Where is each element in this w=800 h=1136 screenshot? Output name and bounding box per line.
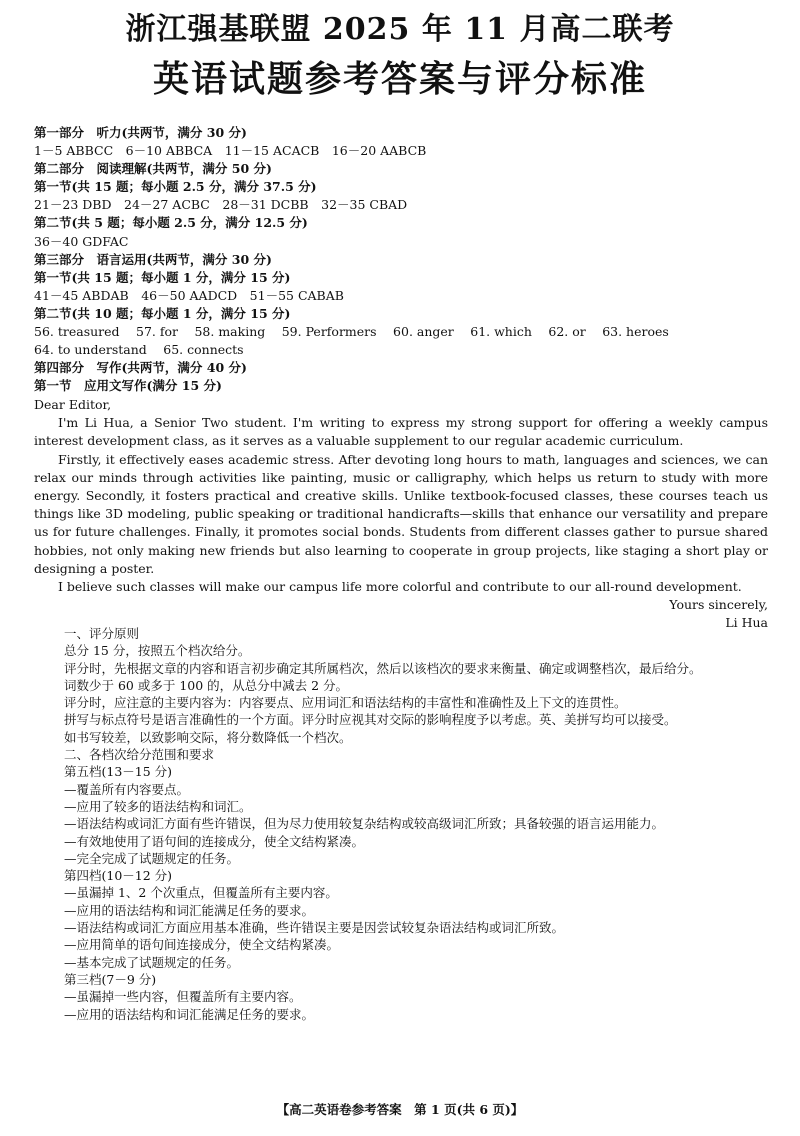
rule-line: —应用简单的语句间连接成分，使全文结构紧凑。 (64, 937, 340, 953)
section-heading: 第一部分 听力(共两节，满分 30 分) (34, 125, 247, 140)
essay-paragraph: Yours sincerely, (669, 597, 768, 613)
essay-paragraph: I believe such classes will make our campus life more colorful and contribute to our all-round development. (58, 579, 742, 595)
document-title: 英语试题参考答案与评分标准 (152, 58, 647, 100)
rule-line: —有效地使用了语句间的连接成分，使全文结构紧凑。 (64, 833, 365, 849)
section-heading: 第二部分 阅读理解(共两节，满分 50 分) (34, 161, 272, 177)
essay-paragraph: Firstly, it effectively eases academic stress. After devoting long hours to math, languages and sciences, we can relax our minds through activities like painting, music or calligraphy, which helps us return to study with more energy. Secondly, it fosters practical and creative skills. Unlike textbook-focused classes, these courses teach us things like 3D modeling, public speaking or traditional handicrafts—skills that enhance our versatility and prepare us for future challenges. Finally, it promotes social bonds. Students from different classes gather to pursue shared hobbies, not only making new friends but also learning to cooperate in group projects, like staging a short play or designing a poster. (34, 451, 768, 576)
section-heading: 第一节 应用文写作(满分 15 分) (34, 378, 222, 394)
answer-line: 21－23 DBD 24－27 ACBC 28－31 DCBB 32－35 CBAD (34, 197, 408, 213)
rule-line: —虽漏掉一些内容，但覆盖所有主要内容。 (64, 989, 302, 1005)
rule-line: —应用的语法结构和词汇能满足任务的要求。 (64, 902, 315, 918)
page-footer: 【高二英语卷参考答案 第 1 页(共 6 页)】 (276, 1102, 524, 1117)
exam-title: 浙江强基联盟 2025 年 11 月高二联考 (125, 12, 675, 47)
section-heading: 第二节(共 5 题；每小题 2.5 分，满分 12.5 分) (34, 215, 308, 231)
rule-line: 第四档(10－12 分) (64, 868, 173, 884)
rule-line: 总分 15 分，按照五个档次给分。 (64, 643, 251, 659)
rule-line: —语法结构或词汇方面应用基本准确，些许错误主要是因尝试较复杂语法结构或词汇所致。 (64, 920, 565, 936)
rule-line: 第五档(13－15 分) (64, 764, 173, 780)
answer-line: 41－45 ABDAB 46－50 AADCD 51－55 CABAB (34, 287, 344, 303)
rule-line: 第三档(7－9 分) (64, 971, 157, 987)
answer-line: 36－40 GDFAC (34, 233, 129, 249)
rule-line: 词数少于 60 或多于 100 的，从总分中减去 2 分。 (64, 677, 349, 693)
sample-essay (34, 396, 768, 633)
rule-line: —语法结构或词汇方面有些许错误，但为尽力使用较复杂结构或较高级词汇所致；具备较强的语言运用能力。 (64, 816, 665, 832)
rule-line: —完全完成了试题规定的任务。 (64, 850, 240, 866)
section-heading: 第一节(共 15 题；每小题 2.5 分，满分 37.5 分) (34, 179, 317, 195)
rule-line: —覆盖所有内容要点。 (64, 781, 190, 797)
essay-paragraph: I'm Li Hua, a Senior Two student. I'm writing to express my strong support for offering a weekly campus interest development class, as it serves as a valuable supplement to our regular academic curriculum. (34, 415, 768, 449)
essay-paragraph: Dear Editor, (34, 397, 112, 412)
answer-line: 64. to understand 65. connects (34, 342, 244, 358)
scoring-rules (34, 625, 768, 1023)
rule-line: —应用的语法结构和词汇能满足任务的要求。 (64, 1006, 315, 1022)
rule-line: 一、评分原则 (64, 626, 140, 641)
essay-paragraph: Li Hua (725, 615, 768, 631)
answer-line: 1－5 ABBCC 6－10 ABBCA 11－15 ACACB 16－20 AABCB (34, 143, 427, 159)
rule-line: 如书写较差，以致影响交际，将分数降低一个档次。 (64, 729, 352, 745)
rule-line: 评分时，应注意的主要内容为：内容要点、应用词汇和语法结构的丰富性和准确性及上下文的连贯性。 (64, 695, 627, 711)
rule-line: 评分时，先根据文章的内容和语言初步确定其所属档次，然后以该档次的要求来衡量、确定或调整档次，最后给分。 (64, 660, 702, 676)
rule-line: 二、各档次给分范围和要求 (64, 747, 215, 763)
rule-line: 拼写与标点符号是语言准确性的一个方面。评分时应视其对交际的影响程度予以考虑。英、美拼写均可以接受。 (64, 712, 677, 728)
section-heading: 第一节(共 15 题；每小题 1 分，满分 15 分) (34, 269, 291, 285)
answer-line: 56. treasured 57. for 58. making 59. Performers 60. anger 61. which 62. or 63. heroes (34, 324, 669, 340)
rule-line: —虽漏掉 1、2 个次重点，但覆盖所有主要内容。 (64, 885, 338, 901)
answer-section (34, 124, 774, 395)
rule-line: —基本完成了试题规定的任务。 (64, 954, 240, 970)
section-heading: 第四部分 写作(共两节，满分 40 分) (34, 360, 247, 376)
section-heading: 第三部分 语言运用(共两节，满分 30 分) (34, 251, 272, 267)
section-heading: 第二节(共 10 题；每小题 1 分，满分 15 分) (34, 305, 291, 321)
rule-line: —应用了较多的语法结构和词汇。 (64, 798, 252, 814)
